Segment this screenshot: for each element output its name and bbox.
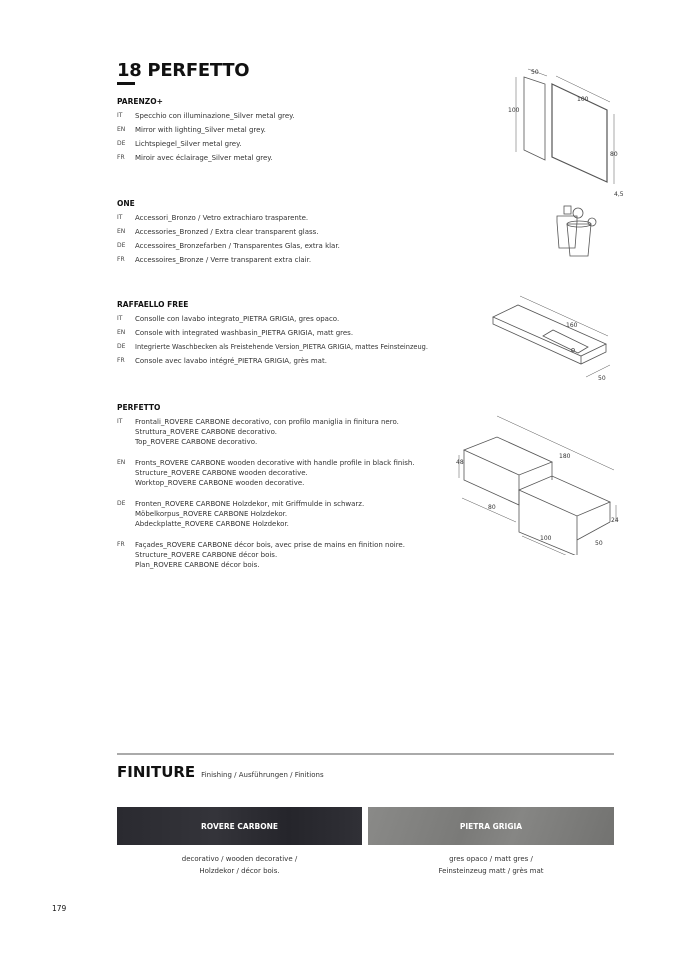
- caption-line: decorativo / wooden decorative /: [181, 855, 298, 863]
- section-title: ONE: [117, 199, 135, 208]
- section-title: PARENZO+: [117, 97, 163, 106]
- divider: [117, 753, 614, 755]
- dim-label: 50: [598, 375, 606, 382]
- swatch-label: ROVERE CARBONE: [201, 821, 278, 831]
- dim-label: 48: [456, 459, 464, 466]
- section-raffaello-free: [117, 300, 487, 370]
- lang-text: Accessori_Bronzo / Vetro extrachiaro trasparente.: [135, 214, 309, 222]
- lang-text: Consolle con lavabo integrato_PIETRA GRIGIA, gres opaco.: [135, 315, 340, 323]
- section-title: PERFETTO: [117, 403, 161, 412]
- lang-row: [117, 139, 497, 149]
- finiture-title: FINITURE: [117, 763, 196, 781]
- dim-label: 100: [577, 96, 589, 103]
- lang-row: [117, 417, 447, 447]
- lang-text: Accessories_Bronzed / Extra clear transparent glass.: [135, 228, 319, 236]
- swatch-pietra-grigia: [368, 807, 614, 845]
- section-title: RAFFAELLO FREE: [117, 300, 189, 309]
- caption-line: Holzdekor / décor bois.: [199, 867, 280, 875]
- lang-row: [117, 356, 487, 366]
- lang-row: [117, 153, 497, 163]
- dim-label: 100: [540, 535, 552, 542]
- page-number: 179: [52, 904, 67, 913]
- dim-label: 50: [531, 69, 539, 76]
- lang-code: EN: [117, 228, 126, 235]
- lang-code: EN: [117, 329, 126, 336]
- dim-label: 100: [508, 107, 520, 114]
- dim-label: 80: [610, 151, 618, 158]
- lang-row: [117, 111, 497, 121]
- lang-text: Accessoires_Bronze / Verre transparent extra clair.: [135, 256, 312, 264]
- console-drawing: [488, 292, 618, 382]
- lang-code: EN: [117, 459, 126, 466]
- lang-code: DE: [117, 140, 126, 147]
- lang-row: [117, 213, 497, 223]
- lang-text: Fronts_ROVERE CARBONE wooden decorative with handle profile in black finish. Structure_ROVERE CARBONE wooden decorative. Worktop_ROVERE CARBONE wooden decorative.: [135, 459, 415, 487]
- title-underline: [117, 82, 135, 85]
- dim-label: 24: [611, 517, 619, 524]
- section-one: [117, 199, 497, 269]
- lang-code: FR: [117, 256, 125, 263]
- lang-row: [117, 227, 497, 237]
- lang-text: Integrierte Waschbecken als Freistehende Version_PIETRA GRIGIA, mattes Feinsteinzeug.: [135, 343, 428, 351]
- lang-code: FR: [117, 541, 125, 548]
- section-parenzo: [117, 97, 497, 167]
- lang-code: DE: [117, 500, 126, 507]
- mirror-drawing: [500, 62, 630, 202]
- caption-line: Feinsteinzeug matt / grès mat: [438, 867, 544, 875]
- finiture-heading: [117, 763, 324, 781]
- chapter-name: PERFETTO: [147, 60, 250, 81]
- accessories-drawing: [540, 200, 610, 265]
- lang-row: [117, 499, 447, 529]
- lang-text: Console with integrated washbasin_PIETRA GRIGIA, matt gres.: [135, 329, 354, 337]
- lang-row: [117, 314, 487, 324]
- lang-text: Façades_ROVERE CARBONE décor bois, avec prise de mains en finition noire. Structure_ROVERE CARBONE décor bois. Plan_ROVERE CARBONE décor bois.: [135, 541, 405, 569]
- swatch-label: PIETRA GRIGIA: [459, 821, 523, 831]
- lang-text: Miroir avec éclairage_Silver metal grey.: [135, 154, 273, 162]
- lang-code: IT: [117, 315, 123, 322]
- lang-text: Mirror with lighting_Silver metal grey.: [135, 126, 266, 134]
- lang-text: Frontali_ROVERE CARBONE decorativo, con profilo maniglia in finitura nero. Struttura_ROVERE CARBONE decorativo. Top_ROVERE CARBONE decorativo.: [135, 418, 399, 446]
- chapter-number: 18: [117, 60, 142, 81]
- lang-row: [117, 328, 487, 338]
- caption-line: gres opaco / matt gres /: [449, 855, 533, 863]
- section-perfetto: [117, 403, 447, 581]
- dim-label: 180: [559, 453, 571, 460]
- swatch-caption: [368, 853, 614, 877]
- dim-label: 4,5: [614, 191, 624, 198]
- dim-label: 160: [566, 322, 578, 329]
- lang-text: Fronten_ROVERE CARBONE Holzdekor, mit Griffmulde in schwarz. Möbelkorpus_ROVERE CARBONE Holzdekor. Abdeckplatte_ROVERE CARBONE Holzdekor.: [135, 500, 365, 528]
- dim-label: 50: [595, 540, 603, 547]
- lang-row: [117, 125, 497, 135]
- lang-row: [117, 342, 487, 352]
- lang-text: Lichtspiegel_Silver metal grey.: [135, 140, 242, 148]
- lang-row: [117, 540, 447, 570]
- finiture-subtitle: Finishing / Ausführungen / Finitions: [201, 771, 324, 779]
- page-title: [117, 60, 249, 81]
- lang-code: FR: [117, 154, 125, 161]
- lang-text: Accessoires_Bronzefarben / Transparentes Glas, extra klar.: [135, 242, 340, 250]
- lang-code: IT: [117, 112, 123, 119]
- swatch-caption: [117, 853, 362, 877]
- lang-text: Console avec lavabo intégré_PIETRA GRIGIA, grès mat.: [135, 357, 327, 365]
- dim-label: 80: [488, 504, 496, 511]
- lang-row: [117, 458, 447, 488]
- lang-code: DE: [117, 242, 126, 249]
- perfetto-drawing: [452, 410, 622, 555]
- lang-code: DE: [117, 343, 126, 350]
- lang-code: EN: [117, 126, 126, 133]
- swatch-rovere-carbone: [117, 807, 362, 845]
- lang-code: IT: [117, 214, 123, 221]
- lang-row: [117, 255, 497, 265]
- lang-code: FR: [117, 357, 125, 364]
- lang-row: [117, 241, 497, 251]
- lang-text: Specchio con illuminazione_Silver metal grey.: [135, 112, 295, 120]
- lang-code: IT: [117, 418, 123, 425]
